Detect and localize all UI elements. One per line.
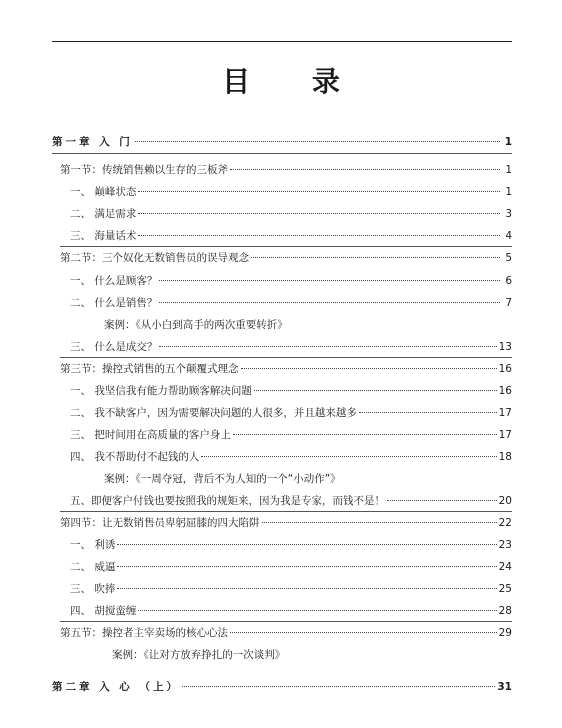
dot-leader xyxy=(138,203,500,214)
toc-page-number: 3 xyxy=(505,208,512,220)
dot-leader xyxy=(117,578,496,589)
toc-label: 三、 吹捧 xyxy=(70,583,116,595)
toc-page-number: 17 xyxy=(498,429,512,441)
dot-leader xyxy=(182,676,495,687)
toc-label: 三、 什么是成交？ xyxy=(70,341,158,353)
toc-item[interactable] xyxy=(70,537,512,554)
toc-label: 二、 我不缺客户，因为需要解决问题的人很多，并且越来越多 xyxy=(70,407,357,419)
toc-item[interactable] xyxy=(70,184,512,201)
toc-page-number: 16 xyxy=(498,363,512,375)
toc-chapter-1[interactable] xyxy=(52,134,512,151)
toc-item[interactable] xyxy=(70,295,512,312)
dot-leader xyxy=(135,131,500,142)
dot-leader xyxy=(230,159,500,170)
toc-item[interactable] xyxy=(70,206,512,223)
toc-label: 二、 满足需求 xyxy=(70,208,137,220)
toc-page-number: 25 xyxy=(498,583,512,595)
toc-page-number: 20 xyxy=(498,495,512,507)
toc-page-number: 13 xyxy=(498,341,512,353)
dot-leader xyxy=(159,292,500,303)
toc-page-number: 7 xyxy=(505,297,512,309)
toc-section-4[interactable] xyxy=(60,515,512,532)
dot-leader xyxy=(138,600,496,611)
toc-item[interactable] xyxy=(70,603,512,620)
dot-leader xyxy=(117,534,496,545)
toc-page-number: 1 xyxy=(504,136,512,148)
toc-section-1[interactable] xyxy=(60,162,512,179)
toc-item[interactable] xyxy=(70,273,512,290)
dot-leader xyxy=(387,490,497,501)
toc-label: 四、 我不帮助付不起钱的人 xyxy=(70,451,200,463)
toc-item[interactable] xyxy=(70,559,512,576)
toc-page-number: 22 xyxy=(498,517,512,529)
toc-item[interactable] xyxy=(70,427,512,444)
toc-label: 第四节：让无数销售员卑躬屈膝的四大陷阱 xyxy=(60,517,260,529)
dot-leader xyxy=(241,358,497,369)
toc-label: 三、 海量话术 xyxy=(70,230,137,242)
toc-label: 一、 我坚信我有能力帮助顾客解决问题 xyxy=(70,385,252,397)
toc-item[interactable] xyxy=(70,581,512,598)
toc-item[interactable] xyxy=(70,449,512,466)
toc-label: 第三节：操控式销售的五个颠覆式理念 xyxy=(60,363,239,375)
dot-leader xyxy=(117,556,496,567)
toc-case-study[interactable]: 案例：《让对方放弃挣扎的一次谈判》 xyxy=(112,649,286,661)
dot-leader xyxy=(359,402,497,413)
toc-label: 一、 巅峰状态 xyxy=(70,186,137,198)
toc-section-3[interactable] xyxy=(60,361,512,378)
dot-leader xyxy=(138,181,500,192)
dot-leader xyxy=(233,424,497,435)
toc-item[interactable] xyxy=(70,339,512,356)
toc-label: 一、 利诱 xyxy=(70,539,116,551)
toc-page-number: 18 xyxy=(498,451,512,463)
dot-leader xyxy=(251,247,500,258)
toc-label: 第一章 入 门 xyxy=(52,136,133,148)
header-rule xyxy=(52,41,512,42)
toc-chapter-2[interactable] xyxy=(52,679,512,696)
toc-label: 三、 把时间用在高质量的客户身上 xyxy=(70,429,231,441)
toc-page-number: 1 xyxy=(505,164,512,176)
toc-page-number: 6 xyxy=(505,275,512,287)
dot-leader xyxy=(138,225,500,236)
toc-section-2[interactable] xyxy=(60,250,512,267)
toc-label: 第二节：三个奴化无数销售员的误导观念 xyxy=(60,252,249,264)
dot-leader xyxy=(254,380,497,391)
dot-leader xyxy=(159,336,496,347)
toc-page-number: 23 xyxy=(498,539,512,551)
toc-page-number: 5 xyxy=(505,252,512,264)
toc-page-number: 17 xyxy=(498,407,512,419)
toc-label: 二、 威逼 xyxy=(70,561,116,573)
toc-page-number: 28 xyxy=(498,605,512,617)
toc-item[interactable] xyxy=(70,228,512,245)
toc-label: 第一节：传统销售赖以生存的三板斧 xyxy=(60,164,228,176)
toc-section-5[interactable] xyxy=(60,625,512,642)
dot-leader xyxy=(159,270,500,281)
toc-item[interactable] xyxy=(70,383,512,400)
dot-leader xyxy=(262,512,497,523)
toc-page-number: 16 xyxy=(498,385,512,397)
toc-label: 第五节：操控者主宰卖场的核心心法 xyxy=(60,627,228,639)
toc-page-number: 4 xyxy=(505,230,512,242)
toc-label: 第二章 入 心 （上） xyxy=(52,681,180,693)
toc-page-number: 29 xyxy=(498,627,512,639)
dot-leader xyxy=(230,622,497,633)
toc-item[interactable] xyxy=(70,493,512,510)
toc-label: 二、 什么是销售？ xyxy=(70,297,158,309)
chapter-rule xyxy=(52,153,512,154)
toc-page-number: 1 xyxy=(505,186,512,198)
page-title: 目 录 xyxy=(222,65,366,98)
toc-label: 一、 什么是顾客？ xyxy=(70,275,158,287)
toc-page-number: 24 xyxy=(498,561,512,573)
toc-case-study[interactable]: 案例：《从小白到高手的两次重要转折》 xyxy=(104,319,288,331)
toc-label: 四、 胡搅蛮缠 xyxy=(70,605,137,617)
toc-case-study[interactable]: 案例：《一周夺冠，背后不为人知的一个“小动作”》 xyxy=(104,473,341,485)
toc-page-number: 31 xyxy=(497,681,512,693)
toc-item[interactable] xyxy=(70,405,512,422)
toc-label: 五、即便客户付钱也要按照我的规矩来，因为我是专家，而钱不是！ xyxy=(70,495,385,507)
dot-leader xyxy=(201,446,496,457)
